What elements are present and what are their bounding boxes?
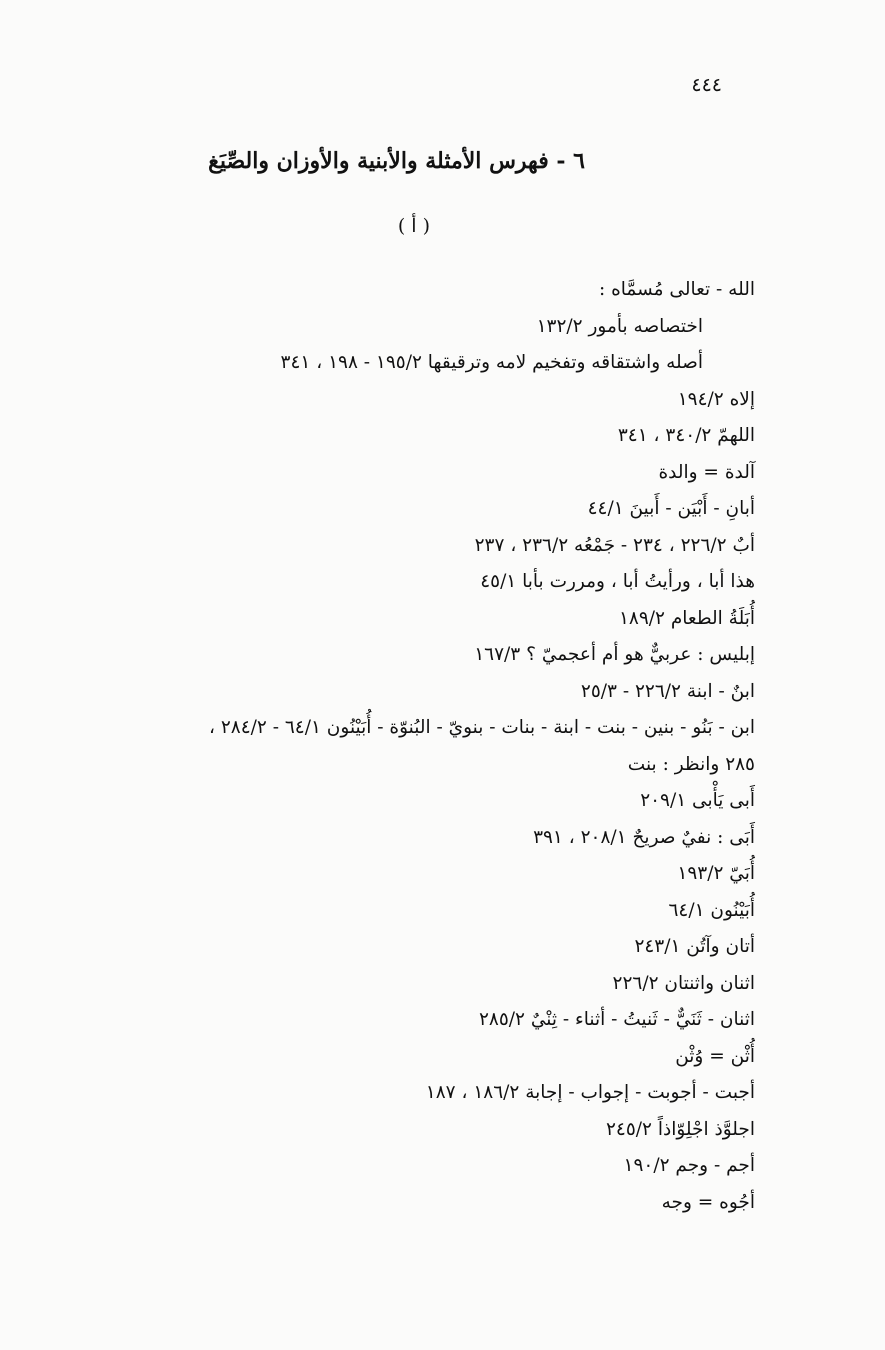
index-entry: أبانِ - أَبْيَن - أَبينَ ٤٤/١ [587,498,755,519]
index-entry: هذا أبا ، ورأيتُ أبا ، ومررت بأبا ٤٥/١ [480,571,755,592]
index-entry: أبٌ ٢٢٦/٢ ، ٢٣٤ - جَمْعُه ٢٣٦/٢ ، ٢٣٧ [474,534,755,556]
index-entry: أُثْن = وُثْن [675,1045,755,1067]
index-entry: أُبَلَةُ الطعام ١٨٩/٢ [618,607,755,629]
index-entry: اثنان - ثَنَيٌّ - ثَنيتُ - أثناء - ثِنْيٌ ٢٨٥/٢ [479,1009,755,1030]
index-entry: أجُوه = وجه [661,1191,755,1213]
index-heading: ٦ - فهرس الأمثلة والأبنية والأوزان والصِّيَغ [208,148,585,174]
index-entry: اختصاصه بأمور ١٣٢/٢ [536,315,703,337]
index-entry: أصله واشتقاقه وتفخيم لامه وترقيقها ١٩٥/٢ - ١٩٨ ، ٣٤١ [280,352,703,373]
index-entry: أَبى يَأْبى ٢٠٩/١ [640,790,755,811]
index-entry: أجبت - أجوبت - إجواب - إجابة ١٨٦/٢ ، ١٨٧ [425,1082,755,1103]
index-entry: ابن - بَنُو - بنين - بنت - ابنة - بنات - بنويّ - البُنوّة - أُبَيْنُون ٦٤/١ - ٢٨٤/٢ ، [209,717,755,738]
index-entry: ابنٌ - ابنة ٢٢٦/٢ - ٢٥/٣ [580,680,755,702]
index-entry: أجم - وجم ١٩٠/٢ [623,1155,755,1176]
index-entry: أُبَيْنُون ٦٤/١ [668,899,755,921]
index-entry: آلدة = والدة [658,461,755,483]
section-letter: ( أ ) [397,215,430,237]
index-entries [0,272,755,1221]
index-entry: إبليس : عربيٌّ هو أم أعجميّ ؟ ١٦٧/٣ [474,644,755,665]
index-entry: إلاه ١٩٤/٢ [677,388,755,410]
index-entry: أتان وآتُن ٢٤٣/١ [634,936,755,957]
index-entry: أَبَى : نفيٌ صريحٌ ٢٠٨/١ ، ٣٩١ [533,826,755,848]
index-entry: أُبَيّ ١٩٣/٢ [677,863,755,884]
index-entry: اثنان واثنتان ٢٢٦/٢ [612,972,755,994]
index-entry: اللهمّ ٣٤٠/٢ ، ٣٤١ [617,425,755,446]
index-entry: الله - تعالى مُسمَّاه : [598,279,755,300]
index-entry: اجلوَّذ اجْلِوّاذاً ٢٤٥/٢ [605,1118,755,1140]
page-number: ٤٤٤ [691,74,722,96]
index-entry: ٢٨٥ وانظر : بنت [627,753,755,775]
